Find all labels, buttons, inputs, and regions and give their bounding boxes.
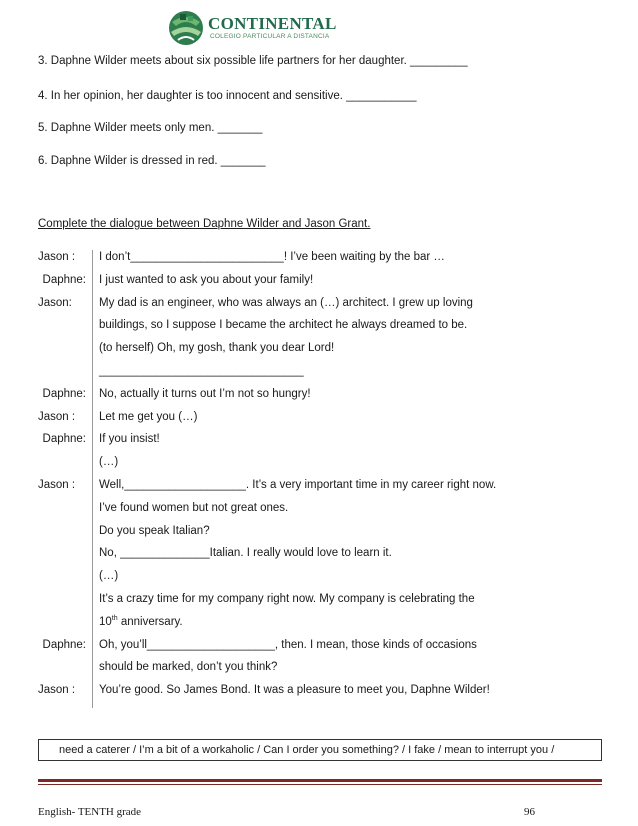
line-text: Oh, you’ll____________________, then. I mean, those kinds of occasions [99, 638, 477, 651]
line-text: buildings, so I suppose I became the architect he always dreamed to be. [99, 319, 468, 332]
speaker: Jason : [38, 251, 76, 263]
speaker: Daphne: [42, 638, 86, 651]
word-bank-box: need a caterer / I’m a bit of a workaholic / Can I order you something? / I fake / mean to interrupt you / [38, 739, 602, 761]
dialogue-line [38, 656, 578, 679]
dialogue-line [38, 474, 578, 497]
dialogue-line [38, 634, 578, 657]
dialogue-line [38, 246, 578, 269]
dialogue-instruction: Complete the dialogue between Daphne Wilder and Jason Grant. [38, 218, 371, 230]
footer-rule-thick [38, 779, 602, 782]
dialogue-line [38, 383, 578, 406]
dialogue-line [38, 611, 578, 634]
dialogue-line [38, 679, 578, 702]
dialogue-line [38, 588, 578, 611]
speaker: Jason : [38, 410, 76, 423]
dialogue-line [38, 360, 578, 383]
logo-title: CONTINENTAL [208, 14, 337, 33]
speaker: Daphne: [42, 433, 86, 446]
question-3: 3. Daphne Wilder meets about six possible life partners for her daughter. _________ [38, 55, 468, 67]
answer-blank: ________________________________ [99, 364, 304, 377]
dialogue-line [38, 520, 578, 543]
school-logo [166, 8, 336, 50]
logo-subtitle: COLEGIO PARTICULAR A DISTANCIA [210, 33, 330, 40]
dialogue-line [38, 451, 578, 474]
question-6: 6. Daphne Wilder is dressed in red. _______ [38, 155, 266, 167]
line-text: Well,___________________. It’s a very important time in my career right now. [99, 478, 497, 491]
speaker: Daphne: [42, 273, 86, 286]
dialogue-line [38, 269, 578, 292]
line-text: I’ve found women but not great ones. [99, 501, 289, 514]
question-5: 5. Daphne Wilder meets only men. _______ [38, 122, 263, 134]
speaker: Jason : [38, 478, 76, 491]
line-text: Let me get you (…) [99, 410, 198, 423]
page-number: 96 [524, 806, 535, 818]
dialogue [38, 246, 578, 702]
dialogue-line [38, 428, 578, 451]
line-text: I don’t________________________! I’ve been waiting by the bar … [99, 251, 445, 263]
line-text: should be marked, don’t you think? [99, 661, 278, 674]
dialogue-line [38, 314, 578, 337]
line-text: My dad is an engineer, who was always an (…) architect. I grew up loving [99, 296, 473, 309]
line-text: (…) [99, 456, 119, 469]
ordinal-suffix: th [111, 614, 118, 622]
dialogue-line [38, 565, 578, 588]
line-text-anniversary: 10th anniversary. [99, 614, 183, 628]
line-text: Do you speak Italian? [99, 524, 210, 537]
footer-course: English- TENTH grade [38, 806, 142, 818]
line-text: (to herself) Oh, my gosh, thank you dear Lord! [99, 342, 335, 355]
speaker: Daphne: [42, 387, 86, 400]
line-text: No, ______________Italian. I really would love to learn it. [99, 547, 392, 560]
speaker: Jason : [38, 684, 76, 697]
question-4: 4. In her opinion, her daughter is too innocent and sensitive. ___________ [38, 90, 417, 102]
dialogue-line [38, 292, 578, 315]
line-text: I just wanted to ask you about your family! [99, 273, 314, 286]
dialogue-line [38, 542, 578, 565]
line-text: It’s a crazy time for my company right now. My company is celebrating the [99, 592, 475, 605]
footer-rule-thin [38, 784, 602, 785]
dialogue-line [38, 497, 578, 520]
line-text: You’re good. So James Bond. It was a pleasure to meet you, Daphne Wilder! [99, 684, 490, 697]
dialogue-line [38, 337, 578, 360]
line-text: If you insist! [99, 433, 160, 446]
dialogue-line [38, 406, 578, 429]
line-text: No, actually it turns out I’m not so hungry! [99, 387, 311, 400]
line-text: (…) [99, 570, 119, 583]
globe-logo-icon [166, 8, 206, 48]
speaker: Jason: [38, 296, 72, 309]
